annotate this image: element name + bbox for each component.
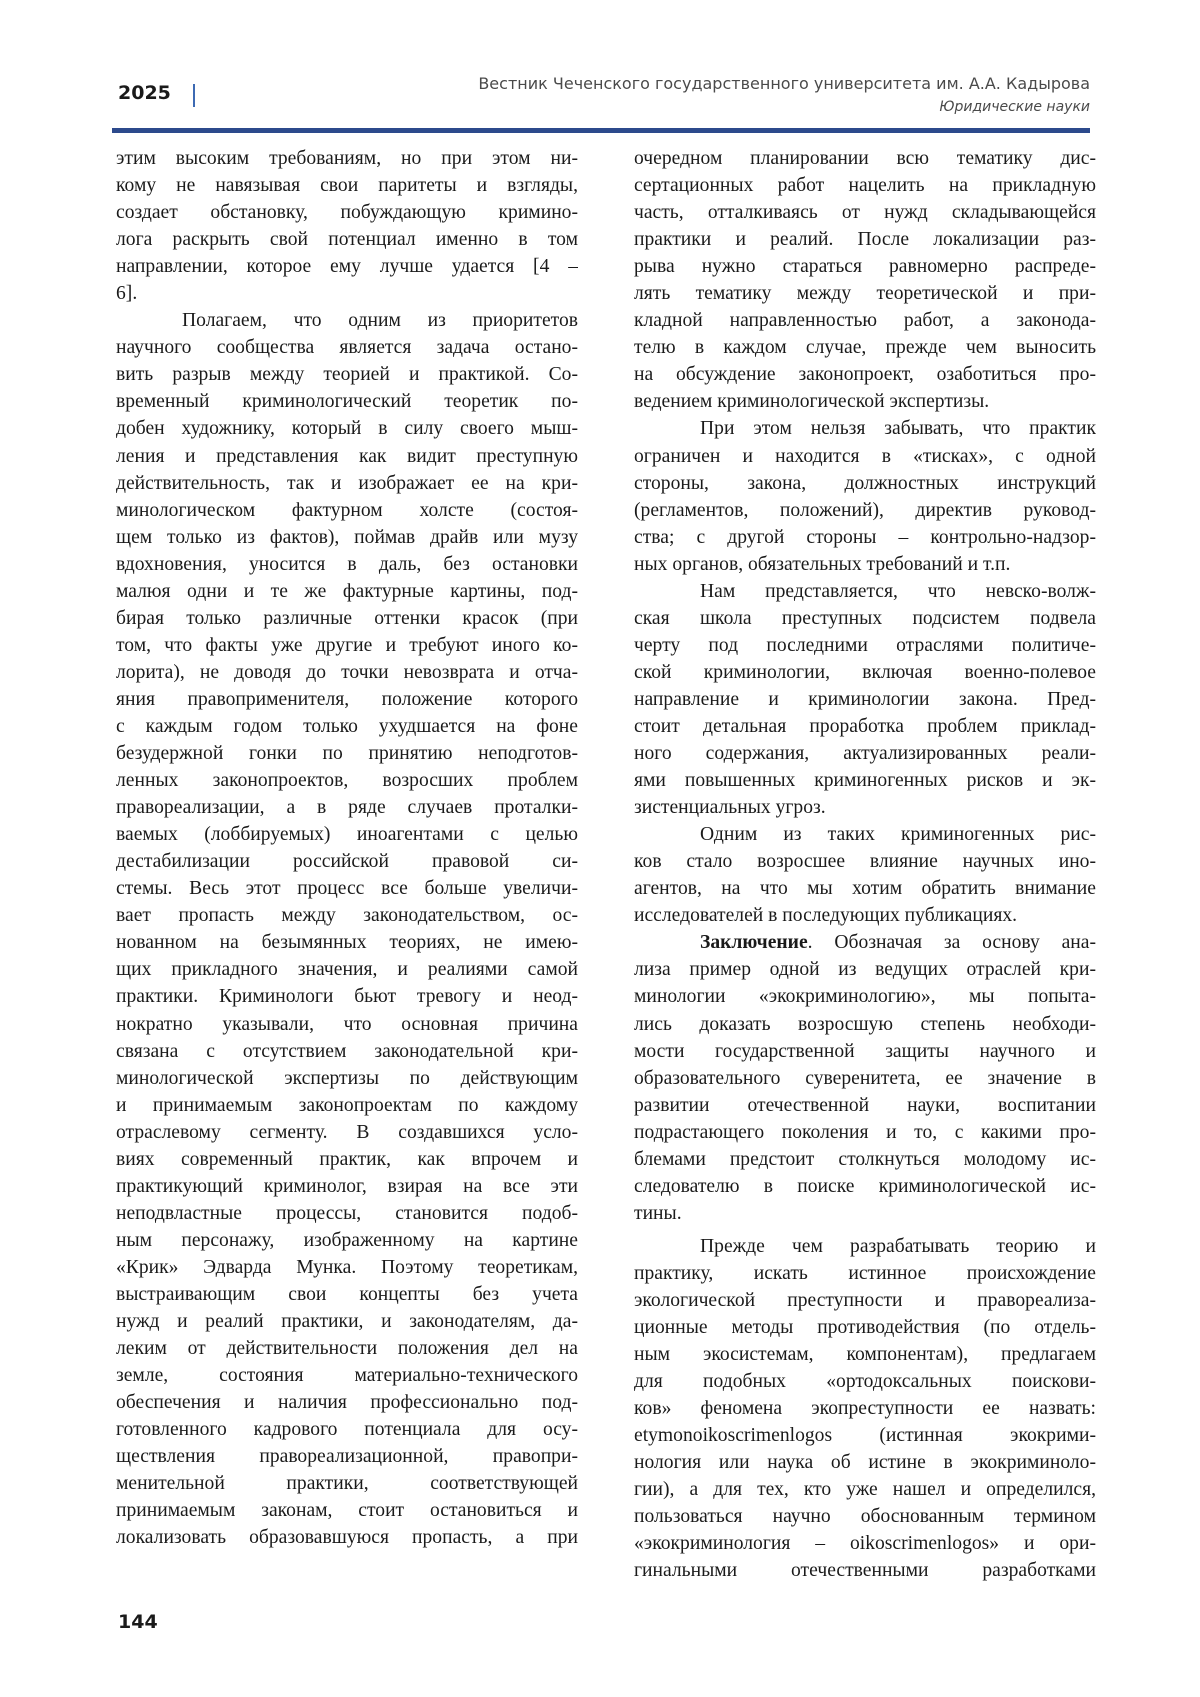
text-line: ведением криминологической экспертизы. bbox=[634, 391, 990, 413]
text-line: мости государственной защиты научного и bbox=[634, 1040, 1096, 1062]
text-line: стемы. Весь этот процесс все больше увеличи- bbox=[116, 878, 578, 900]
text-line: ской криминологии, включая военно-полевое bbox=[634, 661, 1096, 683]
text-line: земле, состояния материально-технического bbox=[116, 1365, 578, 1387]
conclusion-heading-dot: . bbox=[807, 932, 813, 954]
text-line: ства; с другой стороны – контрольно-надзор- bbox=[634, 526, 1096, 548]
text-line: для подобных «ортодоксальных поискови- bbox=[634, 1371, 1096, 1393]
text-line: малюя одни и те же фактурные картины, под- bbox=[116, 580, 578, 602]
text-line: кому не навязывая свои паритеты и взгляды, bbox=[116, 175, 578, 197]
text-line: кладной направленностью работ, а законода- bbox=[634, 310, 1096, 332]
text-line: гинальными отечественными разработками bbox=[634, 1560, 1096, 1582]
text-line: блемами предстоит столкнуться молодому ис- bbox=[634, 1148, 1096, 1170]
text-line: ществления правореализационной, правопри- bbox=[116, 1446, 578, 1468]
text-line: связана с отсутствием законодательной кри- bbox=[116, 1040, 578, 1062]
text-line: на обсуждение законопроект, озаботиться про- bbox=[634, 364, 1096, 386]
text-line: стороны, закона, должностных инструкций bbox=[634, 472, 1096, 494]
text-line: минологии «экокриминологию», мы попыта- bbox=[634, 986, 1096, 1008]
text-line: ленных законопроектов, возросших проблем bbox=[116, 770, 578, 792]
header-divider bbox=[193, 84, 195, 107]
text-line: щем только из фактов), поймав драйв или музу bbox=[116, 526, 578, 548]
text-line: стоит детальная проработка проблем приклад- bbox=[634, 715, 1096, 737]
text-line: вает пропасть между законодательством, ос- bbox=[116, 905, 578, 927]
text-line: вить разрыв между теорией и практикой. Со- bbox=[116, 364, 578, 386]
text-line: часть, отталкиваясь от нужд складывающейся bbox=[634, 202, 1096, 224]
text-line: образовательного суверенитета, ее значение в bbox=[634, 1067, 1096, 1089]
text-line: лиза пример одной из ведущих отраслей кри- bbox=[634, 959, 1096, 981]
text-line: подрастающего поколения и то, с какими про- bbox=[634, 1121, 1096, 1143]
text-line: нократно указывали, что основная причина bbox=[116, 1013, 578, 1035]
text-line: практикующий криминолог, взирая на все эти bbox=[116, 1175, 578, 1197]
text-line: нованном на безымянных теориях, не имею- bbox=[116, 932, 578, 954]
text-line: ных органов, обязательных требований и т.п. bbox=[634, 553, 1011, 575]
text-line: etymonoikoscrimenlogos (истинная экокрими- bbox=[634, 1425, 1096, 1447]
text-line: ков стало возросшее влияние научных ино- bbox=[634, 851, 1096, 873]
text-line: готовленного кадрового потенциала для осу- bbox=[116, 1419, 578, 1441]
text-line: ным экосистемам, компонентам), предлагаем bbox=[634, 1344, 1096, 1366]
text-line: тины. bbox=[634, 1202, 682, 1224]
text-line: агентов, на что мы хотим обратить внимание bbox=[634, 878, 1096, 900]
journal-title: Вестник Чеченского государственного университета им. А.А. Кадырова bbox=[478, 74, 1090, 93]
text-line: принимаемым законам, стоит остановиться и bbox=[116, 1500, 578, 1522]
journal-section: Юридические науки bbox=[939, 99, 1090, 115]
text-line: вдохновения, уносится в даль, без остановки bbox=[116, 553, 578, 575]
left-column bbox=[116, 145, 578, 1551]
text-line: Одним из таких криминогенных рис- bbox=[700, 824, 1096, 846]
text-line: практики и реалий. После локализации раз- bbox=[634, 229, 1096, 251]
text-line: локализовать образовавшуюся пропасть, а при bbox=[116, 1527, 578, 1549]
text-line: «экокриминология – oikoscrimenlogos» и ори- bbox=[634, 1533, 1096, 1555]
text-line: экологической преступности и правореализа- bbox=[634, 1289, 1096, 1311]
text-line: минологической экспертизы по действующим bbox=[116, 1067, 578, 1089]
text-line: рыва нужно стараться равномерно распреде- bbox=[634, 256, 1096, 278]
text-line: развитии отечественной науки, воспитании bbox=[634, 1094, 1096, 1116]
text-line: гии), а для тех, кто уже нашел и определился, bbox=[634, 1479, 1096, 1501]
text-line: щих прикладного значения, и реалиями самой bbox=[116, 959, 578, 981]
text-line: лять тематику между теоретической и при- bbox=[634, 283, 1096, 305]
text-line: 6]. bbox=[116, 283, 138, 305]
text-line: ограничен и находится в «тисках», с одной bbox=[634, 445, 1096, 467]
text-line: леким от действительности положения дел на bbox=[116, 1338, 578, 1360]
text-line: направлении, которое ему лучше удается [4 – bbox=[116, 256, 578, 278]
text-line: Полагаем, что одним из приоритетов bbox=[182, 310, 578, 332]
text-line: практику, искать истинное происхождение bbox=[634, 1262, 1096, 1284]
text-line: телю в каждом случае, прежде чем выносить bbox=[634, 337, 1096, 359]
text-line: нология или наука об истине в экокриминоло- bbox=[634, 1452, 1096, 1474]
text-line: практики. Криминологи бьют тревогу и неод- bbox=[116, 986, 578, 1008]
text-line: лорита), не доводя до точки невозврата и отча- bbox=[116, 661, 578, 683]
text-line: отраслевому сегменту. В создавшихся усло- bbox=[116, 1121, 578, 1143]
text-line: ская школа преступных подсистем подвела bbox=[634, 607, 1096, 629]
text-line: дестабилизации российской правовой си- bbox=[116, 851, 578, 873]
conclusion-text: Обозначая за основу ана- bbox=[834, 932, 1096, 954]
header-year: 2025 bbox=[118, 82, 171, 104]
text-line: При этом нельзя забывать, что практик bbox=[700, 418, 1096, 440]
text-line: пользоваться научно обоснованным термином bbox=[634, 1506, 1096, 1528]
text-line: Нам представляется, что невско-волж- bbox=[700, 580, 1096, 602]
text-line: с каждым годом только ухудшается на фоне bbox=[116, 715, 578, 737]
right-column bbox=[634, 145, 1096, 1584]
text-line: направление и криминологии закона. Пред- bbox=[634, 688, 1096, 710]
page-number: 144 bbox=[118, 1611, 158, 1633]
text-line: и принимаемым законопроектам по каждому bbox=[116, 1094, 578, 1116]
text-line: ями повышенных криминогенных рисков и эк- bbox=[634, 770, 1096, 792]
text-line: научного сообщества является задача остано- bbox=[116, 337, 578, 359]
text-line: действительность, так и изображает ее на кри- bbox=[116, 472, 578, 494]
text-line: обеспечения и наличия профессионально под- bbox=[116, 1392, 578, 1414]
text-line: черту под последними отраслями политиче- bbox=[634, 634, 1096, 656]
text-line: этим высоким требованиям, но при этом ни- bbox=[116, 148, 578, 169]
text-line: лога раскрыть свой потенциал именно в том bbox=[116, 229, 578, 251]
text-line: зистенциальных угроз. bbox=[634, 797, 826, 819]
text-line: том, что факты уже другие и требуют иного ко- bbox=[116, 634, 578, 656]
text-line: добен художнику, который в силу своего мыш- bbox=[116, 418, 578, 440]
text-line: создает обстановку, побуждающую кримино- bbox=[116, 202, 578, 224]
header-rule bbox=[112, 128, 1090, 133]
text-line: неподвластные процессы, становится подоб- bbox=[116, 1202, 578, 1224]
text-line: (регламентов, положений), директив руковод- bbox=[634, 499, 1096, 521]
text-line: сертационных работ нацелить на прикладную bbox=[634, 175, 1096, 197]
text-line: яния правоприменителя, положение которого bbox=[116, 688, 578, 710]
text-line: виях современный практик, как впрочем и bbox=[116, 1148, 578, 1170]
text-line: лись доказать возросшую степень необходи- bbox=[634, 1013, 1096, 1035]
text-line: правореализации, а в ряде случаев проталки- bbox=[116, 797, 578, 819]
text-line: ным персонажу, изображенному на картине bbox=[116, 1229, 578, 1251]
text-line: следователю в поиске криминологической ис- bbox=[634, 1175, 1096, 1197]
text-line: ков» феномена экопреступности ее назвать: bbox=[634, 1398, 1096, 1420]
text-line: очередном планировании всю тематику дис- bbox=[634, 148, 1096, 169]
text-line: минологическом фактурном холсте (состоя- bbox=[116, 499, 578, 521]
text-line: ления и представления как видит преступную bbox=[116, 445, 578, 467]
conclusion-heading: Заключение bbox=[700, 932, 808, 954]
text-line: безудержной гонки по принятию неподготов- bbox=[116, 743, 578, 765]
text-line: исследователей в последующих публикациях. bbox=[634, 905, 1018, 927]
text-line: Прежде чем разрабатывать теорию и bbox=[700, 1235, 1096, 1257]
text-line: бирая только различные оттенки красок (при bbox=[116, 607, 578, 629]
text-line: ционные методы противодействия (по отдель- bbox=[634, 1317, 1096, 1339]
text-line: выстраивающим свои концепты без учета bbox=[116, 1283, 578, 1305]
text-line: менительной практики, соответствующей bbox=[116, 1473, 578, 1495]
text-line: нужд и реалий практики, и законодателям, да- bbox=[116, 1311, 578, 1333]
text-line: ного содержания, актуализированных реали- bbox=[634, 743, 1096, 765]
conclusion-line bbox=[634, 929, 1096, 956]
text-line: «Крик» Эдварда Мунка. Поэтому теоретикам, bbox=[116, 1256, 578, 1278]
text-line: временный криминологический теоретик по- bbox=[116, 391, 578, 413]
text-line: ваемых (лоббируемых) иноагентами с целью bbox=[116, 824, 578, 846]
